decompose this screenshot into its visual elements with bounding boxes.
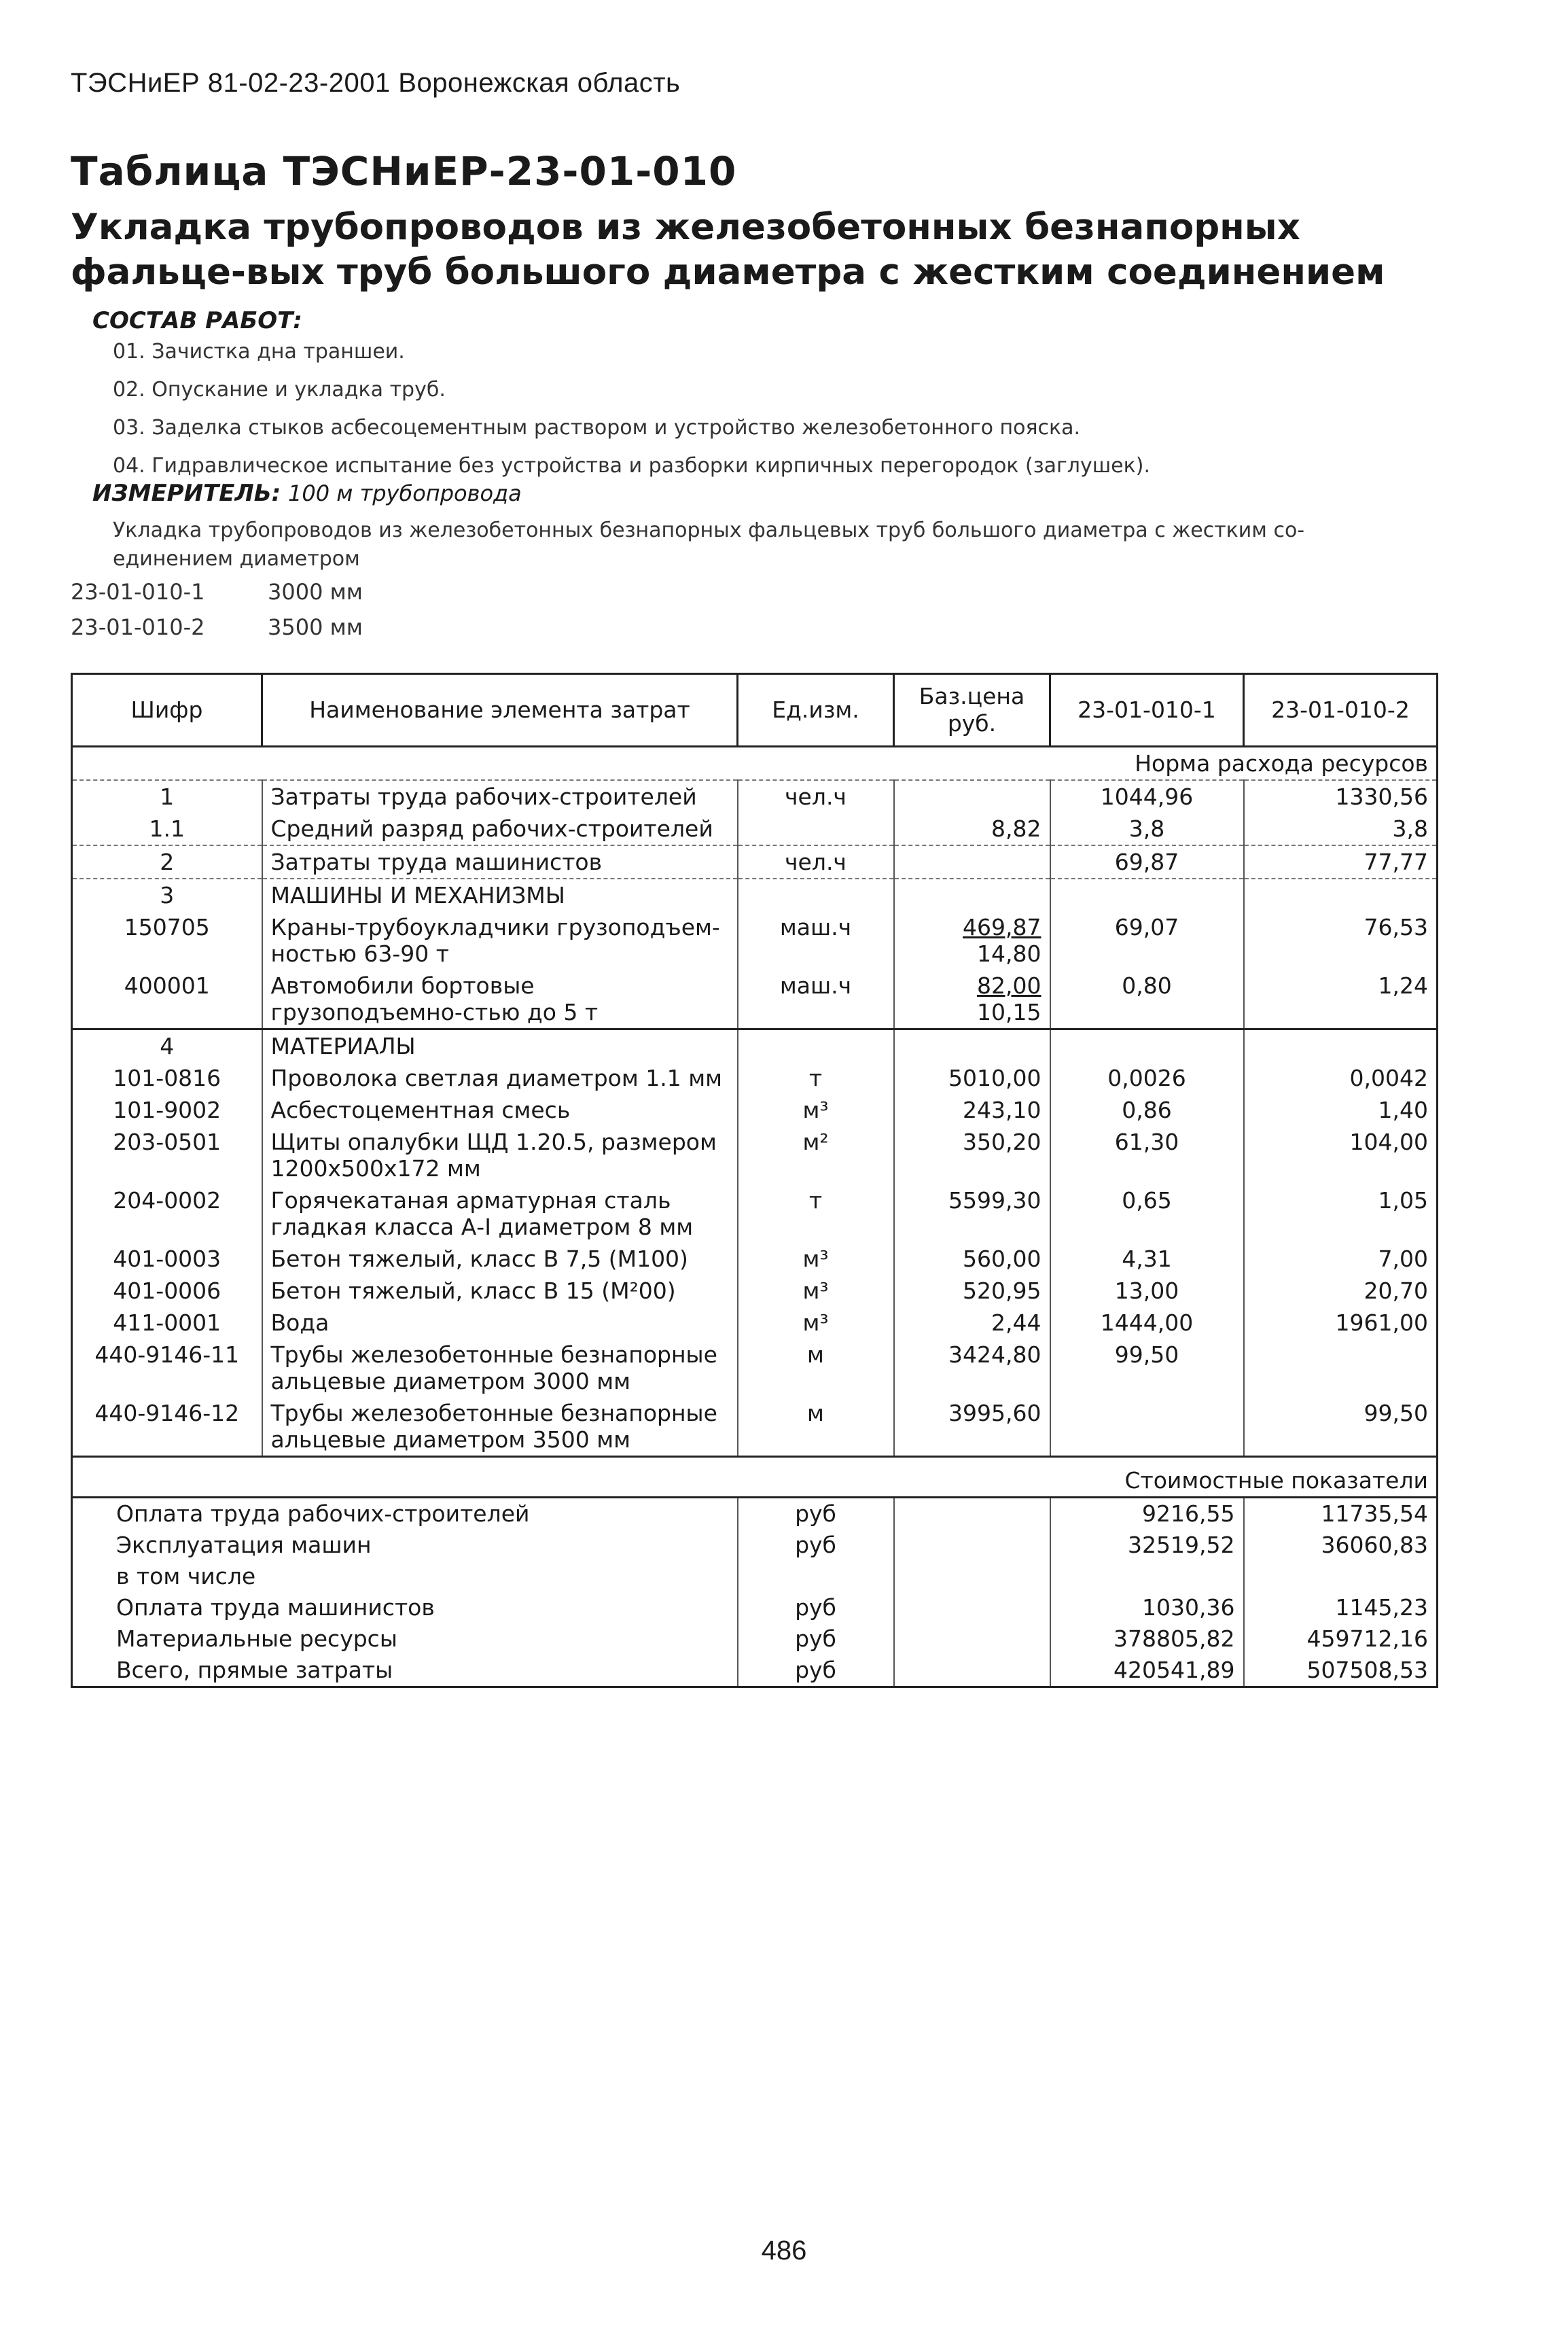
cell-unit: маш.ч bbox=[738, 970, 894, 1029]
header-unit: Ед.изм. bbox=[738, 674, 894, 747]
total-value-2: 507508,53 bbox=[1244, 1655, 1438, 1687]
price-wage: 10,15 bbox=[977, 999, 1041, 1025]
cell-code: 101-9002 bbox=[72, 1094, 262, 1126]
table-row bbox=[72, 1339, 1438, 1397]
total-unit: руб bbox=[738, 1623, 894, 1655]
cell-value-2: 20,70 bbox=[1244, 1275, 1438, 1307]
table-row bbox=[72, 1126, 1438, 1184]
cell-value-1: 13,00 bbox=[1050, 1275, 1244, 1307]
total-unit: руб bbox=[738, 1655, 894, 1687]
work-composition-label: СОСТАВ РАБОТ: bbox=[92, 307, 302, 334]
table-row bbox=[72, 1094, 1438, 1126]
cell-value-1: 0,65 bbox=[1050, 1184, 1244, 1243]
cell-unit: м² bbox=[738, 1126, 894, 1184]
total-value-2: 1145,23 bbox=[1244, 1592, 1438, 1623]
cell-value-2 bbox=[1244, 1339, 1438, 1397]
cell-code: 401-0006 bbox=[72, 1275, 262, 1307]
header-col2: 23-01-010-2 bbox=[1244, 674, 1438, 747]
cell-name: Трубы железобетонные безнапорные альцевые диаметром 3000 мм bbox=[262, 1339, 738, 1397]
total-unit: руб bbox=[738, 1530, 894, 1561]
rates-table bbox=[71, 673, 1438, 1688]
cell-unit: м³ bbox=[738, 1307, 894, 1339]
cost-caption-row bbox=[72, 1457, 1438, 1498]
total-price-empty bbox=[894, 1561, 1050, 1592]
work-item: 03. Заделка стыков асбесоцементным раствором и устройство железобетонного пояска. bbox=[113, 416, 1081, 440]
total-value-2: 11735,54 bbox=[1244, 1498, 1438, 1530]
cell-value-1: 69,07 bbox=[1050, 911, 1244, 970]
total-row bbox=[72, 1592, 1438, 1623]
table-row bbox=[72, 1397, 1438, 1457]
variant-size: 3000 мм bbox=[268, 579, 363, 605]
variant-size: 3500 мм bbox=[268, 614, 363, 640]
cell-price: 8,82 bbox=[894, 813, 1050, 845]
header-price: Баз.цена руб. bbox=[894, 674, 1050, 747]
table-row bbox=[72, 1307, 1438, 1339]
work-item: 02. Опускание и укладка труб. bbox=[113, 378, 446, 402]
cell-code: 1 bbox=[72, 780, 262, 813]
header-code: Шифр bbox=[72, 674, 262, 747]
cell-name: МАТЕРИАЛЫ bbox=[262, 1029, 738, 1063]
cell-price: 3995,60 bbox=[894, 1397, 1050, 1457]
cell-price: 5010,00 bbox=[894, 1062, 1050, 1094]
total-name: Всего, прямые затраты bbox=[72, 1655, 738, 1687]
cell-unit: м³ bbox=[738, 1275, 894, 1307]
cell-value-1 bbox=[1050, 1397, 1244, 1457]
variant-line bbox=[71, 579, 363, 605]
cell-value-1: 3,8 bbox=[1050, 813, 1244, 845]
total-value-1: 1030,36 bbox=[1050, 1592, 1244, 1623]
norm-caption-row bbox=[72, 747, 1438, 781]
total-row bbox=[72, 1623, 1438, 1655]
cell-code: 204-0002 bbox=[72, 1184, 262, 1243]
total-row bbox=[72, 1561, 1438, 1592]
cell-name: МАШИНЫ И МЕХАНИЗМЫ bbox=[262, 879, 738, 911]
cell-value-1 bbox=[1050, 1029, 1244, 1063]
cell-code: 203-0501 bbox=[72, 1126, 262, 1184]
total-unit: руб bbox=[738, 1592, 894, 1623]
work-composition-list bbox=[113, 338, 1150, 491]
total-unit bbox=[738, 1561, 894, 1592]
cell-price: 243,10 bbox=[894, 1094, 1050, 1126]
table-label: Таблица ТЭСНиЕР-23-01-010 bbox=[71, 148, 737, 194]
table-row bbox=[72, 1184, 1438, 1243]
cell-unit: т bbox=[738, 1062, 894, 1094]
cell-unit: чел.ч bbox=[738, 780, 894, 813]
total-price-empty bbox=[894, 1498, 1050, 1530]
measure-value: 100 м трубопровода bbox=[288, 480, 522, 506]
total-price-empty bbox=[894, 1530, 1050, 1561]
cell-unit: м³ bbox=[738, 1243, 894, 1275]
total-unit: руб bbox=[738, 1498, 894, 1530]
cell-value-1 bbox=[1050, 879, 1244, 911]
price-main: 82,00 bbox=[977, 972, 1041, 999]
norm-caption: Норма расхода ресурсов bbox=[72, 747, 1438, 781]
cell-value-2 bbox=[1244, 879, 1438, 911]
document-header: ТЭСНиЕР 81-02-23-2001 Воронежская область bbox=[71, 68, 681, 98]
cell-value-1: 61,30 bbox=[1050, 1126, 1244, 1184]
table-row bbox=[72, 970, 1438, 1029]
price-wage: 14,80 bbox=[977, 940, 1041, 967]
cell-name: Вода bbox=[262, 1307, 738, 1339]
cell-price bbox=[894, 879, 1050, 911]
cell-value-2: 99,50 bbox=[1244, 1397, 1438, 1457]
cost-rows bbox=[72, 1498, 1438, 1687]
cell-unit: т bbox=[738, 1184, 894, 1243]
total-name: Оплата труда машинистов bbox=[72, 1592, 738, 1623]
table-row bbox=[72, 813, 1438, 845]
total-name: Эксплуатация машин bbox=[72, 1530, 738, 1561]
cell-name: Автомобили бортовые грузоподъемно-стью до 5 т bbox=[262, 970, 738, 1029]
table-description: Укладка трубопроводов из железобетонных безнапорных фальцевых труб большого диаметра с жестким со-единением диаметром bbox=[113, 518, 1305, 571]
total-value-1: 420541,89 bbox=[1050, 1655, 1244, 1687]
cell-value-2: 3,8 bbox=[1244, 813, 1438, 845]
cell-name: Горячекатаная арматурная сталь гладкая класса А-I диаметром 8 мм bbox=[262, 1184, 738, 1243]
work-item: 04. Гидравлическое испытание без устройства и разборки кирпичных перегородок (заглушек). bbox=[113, 454, 1150, 478]
table-row bbox=[72, 879, 1438, 911]
cell-value-2 bbox=[1244, 1029, 1438, 1063]
cell-name: Бетон тяжелый, класс В 15 (М²00) bbox=[262, 1275, 738, 1307]
cell-value-2: 1,05 bbox=[1244, 1184, 1438, 1243]
table-row bbox=[72, 1029, 1438, 1063]
cell-price: 520,95 bbox=[894, 1275, 1050, 1307]
price-main: 469,87 bbox=[963, 914, 1041, 940]
cell-unit: м³ bbox=[738, 1094, 894, 1126]
cell-code: 101-0816 bbox=[72, 1062, 262, 1094]
cell-name: Щиты опалубки ЩД 1.20.5, размером 1200x500x172 мм bbox=[262, 1126, 738, 1184]
cell-value-1: 1044,96 bbox=[1050, 780, 1244, 813]
table-row bbox=[72, 1062, 1438, 1094]
cell-price bbox=[894, 1029, 1050, 1063]
cell-name: Асбестоцементная смесь bbox=[262, 1094, 738, 1126]
cell-value-2: 76,53 bbox=[1244, 911, 1438, 970]
table-row bbox=[72, 1243, 1438, 1275]
cell-name: Затраты труда рабочих-строителей bbox=[262, 780, 738, 813]
cell-unit: маш.ч bbox=[738, 911, 894, 970]
cell-price bbox=[894, 970, 1050, 1029]
cell-price bbox=[894, 911, 1050, 970]
total-value-2 bbox=[1244, 1561, 1438, 1592]
cell-value-1: 4,31 bbox=[1050, 1243, 1244, 1275]
cell-name: Проволока светлая диаметром 1.1 мм bbox=[262, 1062, 738, 1094]
total-value-2: 36060,83 bbox=[1244, 1530, 1438, 1561]
cell-price: 350,20 bbox=[894, 1126, 1050, 1184]
cell-code: 4 bbox=[72, 1029, 262, 1063]
total-row bbox=[72, 1498, 1438, 1530]
header-col1: 23-01-010-1 bbox=[1050, 674, 1244, 747]
cell-price: 2,44 bbox=[894, 1307, 1050, 1339]
cell-code: 440-9146-12 bbox=[72, 1397, 262, 1457]
cell-name: Средний разряд рабочих-строителей bbox=[262, 813, 738, 845]
header-name: Наименование элемента затрат bbox=[262, 674, 738, 747]
cell-price bbox=[894, 845, 1050, 879]
cell-code: 401-0003 bbox=[72, 1243, 262, 1275]
measure-line bbox=[92, 480, 522, 507]
total-price-empty bbox=[894, 1623, 1050, 1655]
total-row bbox=[72, 1655, 1438, 1687]
variant-code: 23-01-010-2 bbox=[71, 614, 205, 640]
cell-value-1: 69,87 bbox=[1050, 845, 1244, 879]
cell-price: 560,00 bbox=[894, 1243, 1050, 1275]
measure-label: ИЗМЕРИТЕЛЬ: bbox=[92, 480, 281, 507]
cell-code: 411-0001 bbox=[72, 1307, 262, 1339]
table-header-row bbox=[72, 674, 1438, 747]
cell-name: Бетон тяжелый, класс В 7,5 (М100) bbox=[262, 1243, 738, 1275]
cell-unit bbox=[738, 879, 894, 911]
cell-value-2: 0,0042 bbox=[1244, 1062, 1438, 1094]
page-title: Укладка трубопроводов из железобетонных безнапорных фальце-вых труб большого диаметра с жестким соединением bbox=[71, 207, 1385, 293]
total-row bbox=[72, 1530, 1438, 1561]
cell-value-2: 1,40 bbox=[1244, 1094, 1438, 1126]
total-name: в том числе bbox=[72, 1561, 738, 1592]
cell-name: Трубы железобетонные безнапорные альцевые диаметром 3500 мм bbox=[262, 1397, 738, 1457]
total-value-1: 32519,52 bbox=[1050, 1530, 1244, 1561]
cost-caption: Стоимостные показатели bbox=[72, 1457, 1438, 1498]
table-row bbox=[72, 845, 1438, 879]
page-number: 486 bbox=[761, 2236, 807, 2266]
cell-unit: м bbox=[738, 1339, 894, 1397]
cell-code: 2 bbox=[72, 845, 262, 879]
cell-value-2: 1961,00 bbox=[1244, 1307, 1438, 1339]
resource-rows bbox=[72, 780, 1438, 1457]
cell-value-1: 1444,00 bbox=[1050, 1307, 1244, 1339]
cell-value-2: 7,00 bbox=[1244, 1243, 1438, 1275]
total-value-1: 378805,82 bbox=[1050, 1623, 1244, 1655]
cell-value-2: 1330,56 bbox=[1244, 780, 1438, 813]
table-row bbox=[72, 911, 1438, 970]
cell-price bbox=[894, 780, 1050, 813]
cell-code: 150705 bbox=[72, 911, 262, 970]
cell-code: 3 bbox=[72, 879, 262, 911]
table-row bbox=[72, 1275, 1438, 1307]
cell-value-1: 0,80 bbox=[1050, 970, 1244, 1029]
work-item: 01. Зачистка дна траншеи. bbox=[113, 340, 405, 364]
cell-value-1: 99,50 bbox=[1050, 1339, 1244, 1397]
cell-value-1: 0,86 bbox=[1050, 1094, 1244, 1126]
total-value-1: 9216,55 bbox=[1050, 1498, 1244, 1530]
total-name: Оплата труда рабочих-строителей bbox=[72, 1498, 738, 1530]
cell-code: 1.1 bbox=[72, 813, 262, 845]
cell-unit bbox=[738, 1029, 894, 1063]
cell-unit: м bbox=[738, 1397, 894, 1457]
cell-unit: чел.ч bbox=[738, 845, 894, 879]
cell-name: Краны-трубоукладчики грузоподъем-ностью 63-90 т bbox=[262, 911, 738, 970]
total-price-empty bbox=[894, 1655, 1050, 1687]
cell-name: Затраты труда машинистов bbox=[262, 845, 738, 879]
cell-price: 3424,80 bbox=[894, 1339, 1050, 1397]
cell-code: 440-9146-11 bbox=[72, 1339, 262, 1397]
total-value-1 bbox=[1050, 1561, 1244, 1592]
table-row bbox=[72, 780, 1438, 813]
variant-code: 23-01-010-1 bbox=[71, 579, 205, 605]
cell-value-2: 104,00 bbox=[1244, 1126, 1438, 1184]
cell-value-2: 77,77 bbox=[1244, 845, 1438, 879]
total-name: Материальные ресурсы bbox=[72, 1623, 738, 1655]
total-value-2: 459712,16 bbox=[1244, 1623, 1438, 1655]
total-price-empty bbox=[894, 1592, 1050, 1623]
cell-value-1: 0,0026 bbox=[1050, 1062, 1244, 1094]
variant-line bbox=[71, 614, 363, 640]
cell-code: 400001 bbox=[72, 970, 262, 1029]
cell-unit bbox=[738, 813, 894, 845]
cell-value-2: 1,24 bbox=[1244, 970, 1438, 1029]
cell-price: 5599,30 bbox=[894, 1184, 1050, 1243]
